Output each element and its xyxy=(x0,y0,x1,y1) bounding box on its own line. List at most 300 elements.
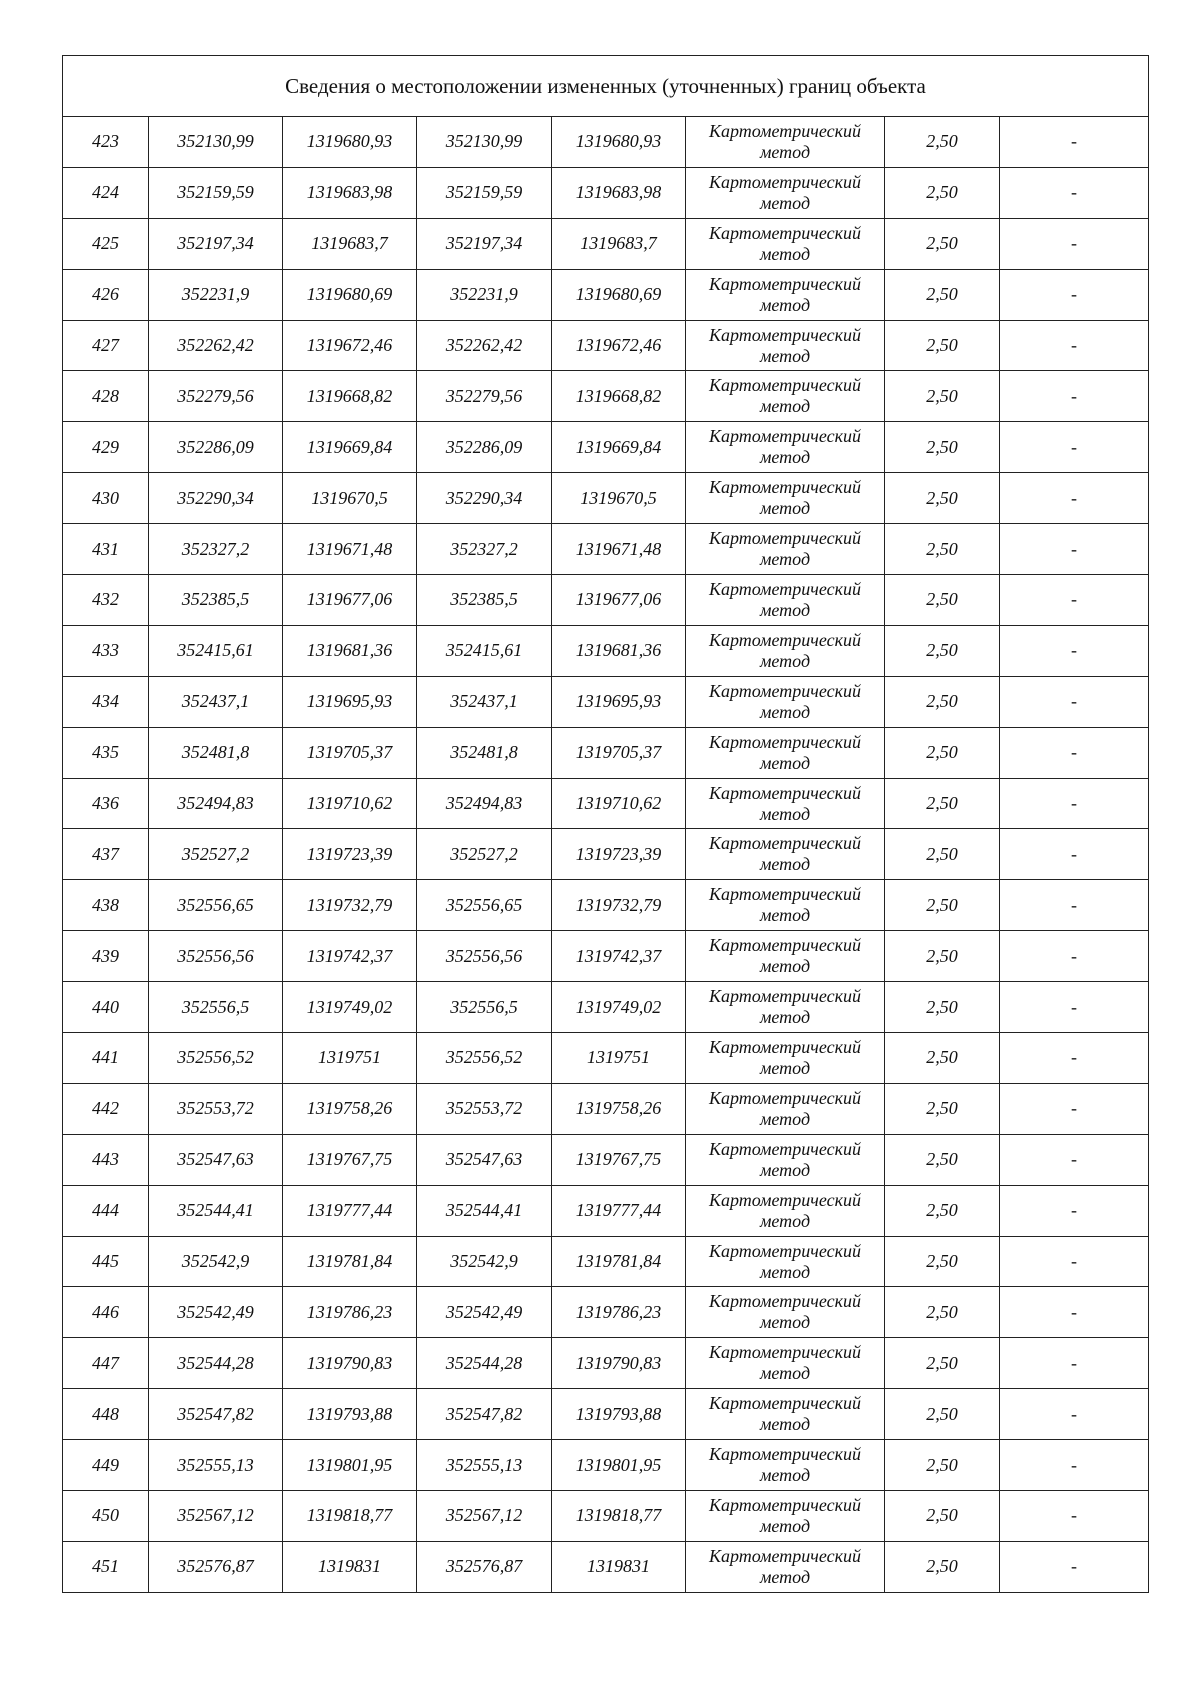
note-cell: - xyxy=(1000,1134,1149,1185)
method-line-1: Картометрический xyxy=(708,1291,861,1312)
method-cell xyxy=(686,1541,885,1592)
existing-x-cell: 352494,83 xyxy=(149,778,283,829)
refined-x-cell: 352262,42 xyxy=(417,320,552,371)
existing-x-cell: 352327,2 xyxy=(149,524,283,575)
method-line-1: Картометрический xyxy=(708,629,861,650)
method-line-1: Картометрический xyxy=(708,578,861,599)
method-line-2: метод xyxy=(759,141,811,162)
existing-y-cell: 1319786,23 xyxy=(283,1287,417,1338)
accuracy-cell: 2,50 xyxy=(885,269,1000,320)
method-line-2: метод xyxy=(759,1057,811,1078)
refined-x-cell: 352327,2 xyxy=(417,524,552,575)
method-line-2: метод xyxy=(759,1566,811,1587)
refined-x-cell: 352231,9 xyxy=(417,269,552,320)
existing-x-cell: 352555,13 xyxy=(149,1440,283,1491)
note-cell: - xyxy=(1000,1338,1149,1389)
refined-y-cell: 1319793,88 xyxy=(552,1389,686,1440)
table-row xyxy=(63,1389,1149,1440)
point-number-cell: 447 xyxy=(63,1338,149,1389)
note-cell: - xyxy=(1000,880,1149,931)
table-row xyxy=(63,167,1149,218)
note-cell: - xyxy=(1000,778,1149,829)
existing-y-cell: 1319831 xyxy=(283,1541,417,1592)
accuracy-cell: 2,50 xyxy=(885,1338,1000,1389)
existing-x-cell: 352556,5 xyxy=(149,982,283,1033)
table-row xyxy=(63,1440,1149,1491)
method-line-1: Картометрический xyxy=(708,731,861,752)
accuracy-cell: 2,50 xyxy=(885,1134,1000,1185)
existing-y-cell: 1319681,36 xyxy=(283,625,417,676)
note-cell: - xyxy=(1000,575,1149,626)
point-number-cell: 445 xyxy=(63,1236,149,1287)
method-cell xyxy=(686,1134,885,1185)
method-line-2: метод xyxy=(759,1312,811,1333)
existing-x-cell: 352290,34 xyxy=(149,473,283,524)
method-line-1: Картометрический xyxy=(708,884,861,905)
table-row xyxy=(63,1541,1149,1592)
refined-y-cell: 1319742,37 xyxy=(552,931,686,982)
refined-y-cell: 1319680,93 xyxy=(552,117,686,168)
note-cell: - xyxy=(1000,167,1149,218)
table-row xyxy=(63,218,1149,269)
point-number-cell: 449 xyxy=(63,1440,149,1491)
method-line-2: метод xyxy=(759,447,811,468)
table-row xyxy=(63,1236,1149,1287)
method-line-2: метод xyxy=(759,1108,811,1129)
point-number-cell: 427 xyxy=(63,320,149,371)
table-row xyxy=(63,524,1149,575)
existing-y-cell: 1319672,46 xyxy=(283,320,417,371)
method-line-1: Картометрический xyxy=(708,986,861,1007)
existing-x-cell: 352231,9 xyxy=(149,269,283,320)
note-cell: - xyxy=(1000,931,1149,982)
refined-x-cell: 352527,2 xyxy=(417,829,552,880)
point-number-cell: 435 xyxy=(63,727,149,778)
existing-x-cell: 352567,12 xyxy=(149,1491,283,1542)
method-line-2: метод xyxy=(759,1261,811,1282)
existing-y-cell: 1319793,88 xyxy=(283,1389,417,1440)
note-cell: - xyxy=(1000,1389,1149,1440)
refined-x-cell: 352544,41 xyxy=(417,1185,552,1236)
table-row xyxy=(63,1491,1149,1542)
note-cell: - xyxy=(1000,1287,1149,1338)
existing-x-cell: 352262,42 xyxy=(149,320,283,371)
method-line-2: метод xyxy=(759,549,811,570)
method-line-2: метод xyxy=(759,498,811,519)
refined-y-cell: 1319668,82 xyxy=(552,371,686,422)
refined-x-cell: 352547,63 xyxy=(417,1134,552,1185)
table-row xyxy=(63,1134,1149,1185)
refined-y-cell: 1319790,83 xyxy=(552,1338,686,1389)
method-line-1: Картометрический xyxy=(708,1189,861,1210)
method-cell xyxy=(686,931,885,982)
refined-x-cell: 352542,9 xyxy=(417,1236,552,1287)
method-line-1: Картометрический xyxy=(708,528,861,549)
method-cell xyxy=(686,727,885,778)
table-row xyxy=(63,269,1149,320)
method-line-2: метод xyxy=(759,1465,811,1486)
method-line-1: Картометрический xyxy=(708,171,861,192)
note-cell: - xyxy=(1000,218,1149,269)
point-number-cell: 437 xyxy=(63,829,149,880)
existing-x-cell: 352481,8 xyxy=(149,727,283,778)
accuracy-cell: 2,50 xyxy=(885,167,1000,218)
refined-y-cell: 1319672,46 xyxy=(552,320,686,371)
note-cell: - xyxy=(1000,422,1149,473)
method-line-2: метод xyxy=(759,854,811,875)
refined-x-cell: 352197,34 xyxy=(417,218,552,269)
point-number-cell: 439 xyxy=(63,931,149,982)
existing-x-cell: 352286,09 xyxy=(149,422,283,473)
accuracy-cell: 2,50 xyxy=(885,778,1000,829)
method-line-1: Картометрический xyxy=(708,426,861,447)
table-row xyxy=(63,778,1149,829)
method-cell xyxy=(686,829,885,880)
accuracy-cell: 2,50 xyxy=(885,880,1000,931)
note-cell: - xyxy=(1000,269,1149,320)
refined-y-cell: 1319710,62 xyxy=(552,778,686,829)
refined-x-cell: 352481,8 xyxy=(417,727,552,778)
method-cell xyxy=(686,1287,885,1338)
existing-y-cell: 1319758,26 xyxy=(283,1083,417,1134)
point-number-cell: 448 xyxy=(63,1389,149,1440)
accuracy-cell: 2,50 xyxy=(885,524,1000,575)
method-line-1: Картометрический xyxy=(708,833,861,854)
method-line-2: метод xyxy=(759,243,811,264)
method-line-2: метод xyxy=(759,396,811,417)
accuracy-cell: 2,50 xyxy=(885,727,1000,778)
accuracy-cell: 2,50 xyxy=(885,422,1000,473)
table-row xyxy=(63,1083,1149,1134)
method-cell xyxy=(686,625,885,676)
table-row xyxy=(63,575,1149,626)
method-line-2: метод xyxy=(759,701,811,722)
existing-y-cell: 1319680,69 xyxy=(283,269,417,320)
table-row xyxy=(63,320,1149,371)
point-number-cell: 438 xyxy=(63,880,149,931)
method-line-2: метод xyxy=(759,1414,811,1435)
existing-y-cell: 1319680,93 xyxy=(283,117,417,168)
refined-x-cell: 352290,34 xyxy=(417,473,552,524)
table-row xyxy=(63,473,1149,524)
method-cell xyxy=(686,320,885,371)
refined-y-cell: 1319705,37 xyxy=(552,727,686,778)
note-cell: - xyxy=(1000,473,1149,524)
method-cell xyxy=(686,1236,885,1287)
accuracy-cell: 2,50 xyxy=(885,1440,1000,1491)
existing-y-cell: 1319790,83 xyxy=(283,1338,417,1389)
table-title: Сведения о местоположении измененных (уточненных) границ объекта xyxy=(63,56,1149,117)
accuracy-cell: 2,50 xyxy=(885,218,1000,269)
method-line-1: Картометрический xyxy=(708,1138,861,1159)
table-row xyxy=(63,829,1149,880)
table-row xyxy=(63,422,1149,473)
refined-x-cell: 352279,56 xyxy=(417,371,552,422)
table-title-row xyxy=(63,56,1149,117)
existing-y-cell: 1319683,7 xyxy=(283,218,417,269)
point-number-cell: 431 xyxy=(63,524,149,575)
method-line-1: Картометрический xyxy=(708,1087,861,1108)
refined-y-cell: 1319777,44 xyxy=(552,1185,686,1236)
method-line-2: метод xyxy=(759,345,811,366)
accuracy-cell: 2,50 xyxy=(885,320,1000,371)
accuracy-cell: 2,50 xyxy=(885,371,1000,422)
note-cell: - xyxy=(1000,982,1149,1033)
method-line-2: метод xyxy=(759,803,811,824)
point-number-cell: 436 xyxy=(63,778,149,829)
point-number-cell: 434 xyxy=(63,676,149,727)
existing-y-cell: 1319705,37 xyxy=(283,727,417,778)
table-row xyxy=(63,1287,1149,1338)
refined-x-cell: 352385,5 xyxy=(417,575,552,626)
method-line-2: метод xyxy=(759,294,811,315)
method-cell xyxy=(686,269,885,320)
accuracy-cell: 2,50 xyxy=(885,1389,1000,1440)
refined-x-cell: 352286,09 xyxy=(417,422,552,473)
method-line-2: метод xyxy=(759,1363,811,1384)
refined-x-cell: 352437,1 xyxy=(417,676,552,727)
accuracy-cell: 2,50 xyxy=(885,625,1000,676)
existing-y-cell: 1319677,06 xyxy=(283,575,417,626)
existing-y-cell: 1319695,93 xyxy=(283,676,417,727)
refined-x-cell: 352494,83 xyxy=(417,778,552,829)
refined-x-cell: 352556,56 xyxy=(417,931,552,982)
refined-x-cell: 352567,12 xyxy=(417,1491,552,1542)
method-line-1: Картометрический xyxy=(708,1036,861,1057)
note-cell: - xyxy=(1000,1440,1149,1491)
existing-x-cell: 352437,1 xyxy=(149,676,283,727)
method-cell xyxy=(686,524,885,575)
method-cell xyxy=(686,371,885,422)
table-row xyxy=(63,676,1149,727)
existing-x-cell: 352159,59 xyxy=(149,167,283,218)
method-line-2: метод xyxy=(759,650,811,671)
accuracy-cell: 2,50 xyxy=(885,575,1000,626)
refined-y-cell: 1319786,23 xyxy=(552,1287,686,1338)
refined-x-cell: 352556,65 xyxy=(417,880,552,931)
accuracy-cell: 2,50 xyxy=(885,982,1000,1033)
existing-x-cell: 352556,56 xyxy=(149,931,283,982)
existing-y-cell: 1319749,02 xyxy=(283,982,417,1033)
existing-y-cell: 1319751 xyxy=(283,1033,417,1084)
method-line-1: Картометрический xyxy=(708,1444,861,1465)
existing-x-cell: 352542,9 xyxy=(149,1236,283,1287)
accuracy-cell: 2,50 xyxy=(885,676,1000,727)
table-row xyxy=(63,880,1149,931)
existing-y-cell: 1319670,5 xyxy=(283,473,417,524)
table-body xyxy=(63,56,1149,1593)
point-number-cell: 424 xyxy=(63,167,149,218)
method-cell xyxy=(686,575,885,626)
method-line-1: Картометрический xyxy=(708,375,861,396)
refined-y-cell: 1319695,93 xyxy=(552,676,686,727)
method-line-2: метод xyxy=(759,599,811,620)
point-number-cell: 423 xyxy=(63,117,149,168)
method-line-1: Картометрический xyxy=(708,1240,861,1261)
method-cell xyxy=(686,1338,885,1389)
point-number-cell: 442 xyxy=(63,1083,149,1134)
method-cell xyxy=(686,676,885,727)
accuracy-cell: 2,50 xyxy=(885,1083,1000,1134)
refined-x-cell: 352547,82 xyxy=(417,1389,552,1440)
method-cell xyxy=(686,422,885,473)
method-line-1: Картометрический xyxy=(708,680,861,701)
refined-y-cell: 1319683,98 xyxy=(552,167,686,218)
refined-x-cell: 352576,87 xyxy=(417,1541,552,1592)
method-cell xyxy=(686,1491,885,1542)
existing-x-cell: 352415,61 xyxy=(149,625,283,676)
accuracy-cell: 2,50 xyxy=(885,1185,1000,1236)
existing-x-cell: 352556,65 xyxy=(149,880,283,931)
refined-x-cell: 352542,49 xyxy=(417,1287,552,1338)
note-cell: - xyxy=(1000,829,1149,880)
point-number-cell: 426 xyxy=(63,269,149,320)
existing-x-cell: 352130,99 xyxy=(149,117,283,168)
table-row xyxy=(63,1185,1149,1236)
point-number-cell: 428 xyxy=(63,371,149,422)
refined-y-cell: 1319681,36 xyxy=(552,625,686,676)
method-line-1: Картометрический xyxy=(708,782,861,803)
accuracy-cell: 2,50 xyxy=(885,117,1000,168)
refined-y-cell: 1319749,02 xyxy=(552,982,686,1033)
refined-y-cell: 1319732,79 xyxy=(552,880,686,931)
existing-x-cell: 352556,52 xyxy=(149,1033,283,1084)
method-line-2: метод xyxy=(759,956,811,977)
point-number-cell: 430 xyxy=(63,473,149,524)
existing-x-cell: 352544,41 xyxy=(149,1185,283,1236)
refined-x-cell: 352553,72 xyxy=(417,1083,552,1134)
refined-y-cell: 1319758,26 xyxy=(552,1083,686,1134)
refined-y-cell: 1319670,5 xyxy=(552,473,686,524)
note-cell: - xyxy=(1000,1033,1149,1084)
table-row xyxy=(63,625,1149,676)
refined-y-cell: 1319781,84 xyxy=(552,1236,686,1287)
refined-x-cell: 352130,99 xyxy=(417,117,552,168)
method-line-1: Картометрический xyxy=(708,273,861,294)
accuracy-cell: 2,50 xyxy=(885,1287,1000,1338)
note-cell: - xyxy=(1000,371,1149,422)
table-row xyxy=(63,727,1149,778)
refined-x-cell: 352415,61 xyxy=(417,625,552,676)
method-line-1: Картометрический xyxy=(708,120,861,141)
accuracy-cell: 2,50 xyxy=(885,1033,1000,1084)
note-cell: - xyxy=(1000,320,1149,371)
refined-x-cell: 352544,28 xyxy=(417,1338,552,1389)
point-number-cell: 425 xyxy=(63,218,149,269)
refined-y-cell: 1319723,39 xyxy=(552,829,686,880)
method-cell xyxy=(686,1389,885,1440)
point-number-cell: 446 xyxy=(63,1287,149,1338)
method-line-1: Картометрический xyxy=(708,1393,861,1414)
boundary-coordinates-table xyxy=(62,55,1149,1593)
method-cell xyxy=(686,117,885,168)
refined-x-cell: 352159,59 xyxy=(417,167,552,218)
existing-y-cell: 1319668,82 xyxy=(283,371,417,422)
note-cell: - xyxy=(1000,727,1149,778)
method-cell xyxy=(686,778,885,829)
method-line-1: Картометрический xyxy=(708,222,861,243)
existing-y-cell: 1319723,39 xyxy=(283,829,417,880)
existing-y-cell: 1319801,95 xyxy=(283,1440,417,1491)
method-line-2: метод xyxy=(759,192,811,213)
refined-y-cell: 1319677,06 xyxy=(552,575,686,626)
method-line-1: Картометрический xyxy=(708,1342,861,1363)
note-cell: - xyxy=(1000,625,1149,676)
existing-x-cell: 352547,82 xyxy=(149,1389,283,1440)
accuracy-cell: 2,50 xyxy=(885,1541,1000,1592)
accuracy-cell: 2,50 xyxy=(885,473,1000,524)
table-row xyxy=(63,931,1149,982)
existing-y-cell: 1319767,75 xyxy=(283,1134,417,1185)
method-line-1: Картометрический xyxy=(708,1494,861,1515)
point-number-cell: 443 xyxy=(63,1134,149,1185)
note-cell: - xyxy=(1000,676,1149,727)
existing-y-cell: 1319818,77 xyxy=(283,1491,417,1542)
point-number-cell: 441 xyxy=(63,1033,149,1084)
method-line-1: Картометрический xyxy=(708,1545,861,1566)
point-number-cell: 429 xyxy=(63,422,149,473)
accuracy-cell: 2,50 xyxy=(885,829,1000,880)
point-number-cell: 451 xyxy=(63,1541,149,1592)
note-cell: - xyxy=(1000,1236,1149,1287)
point-number-cell: 432 xyxy=(63,575,149,626)
refined-x-cell: 352556,5 xyxy=(417,982,552,1033)
note-cell: - xyxy=(1000,1491,1149,1542)
refined-x-cell: 352556,52 xyxy=(417,1033,552,1084)
existing-x-cell: 352279,56 xyxy=(149,371,283,422)
point-number-cell: 444 xyxy=(63,1185,149,1236)
method-cell xyxy=(686,1033,885,1084)
note-cell: - xyxy=(1000,1185,1149,1236)
refined-y-cell: 1319680,69 xyxy=(552,269,686,320)
existing-y-cell: 1319777,44 xyxy=(283,1185,417,1236)
point-number-cell: 450 xyxy=(63,1491,149,1542)
method-cell xyxy=(686,1083,885,1134)
existing-y-cell: 1319710,62 xyxy=(283,778,417,829)
refined-y-cell: 1319801,95 xyxy=(552,1440,686,1491)
method-line-1: Картометрический xyxy=(708,324,861,345)
method-cell xyxy=(686,218,885,269)
table-row xyxy=(63,1033,1149,1084)
method-line-2: метод xyxy=(759,1159,811,1180)
existing-x-cell: 352547,63 xyxy=(149,1134,283,1185)
note-cell: - xyxy=(1000,1083,1149,1134)
existing-y-cell: 1319669,84 xyxy=(283,422,417,473)
method-line-2: метод xyxy=(759,1210,811,1231)
method-line-2: метод xyxy=(759,905,811,926)
refined-x-cell: 352555,13 xyxy=(417,1440,552,1491)
existing-x-cell: 352197,34 xyxy=(149,218,283,269)
table-row xyxy=(63,982,1149,1033)
existing-y-cell: 1319671,48 xyxy=(283,524,417,575)
method-line-1: Картометрический xyxy=(708,477,861,498)
existing-y-cell: 1319683,98 xyxy=(283,167,417,218)
existing-x-cell: 352576,87 xyxy=(149,1541,283,1592)
refined-y-cell: 1319818,77 xyxy=(552,1491,686,1542)
refined-y-cell: 1319767,75 xyxy=(552,1134,686,1185)
refined-y-cell: 1319751 xyxy=(552,1033,686,1084)
existing-y-cell: 1319781,84 xyxy=(283,1236,417,1287)
method-cell xyxy=(686,1440,885,1491)
method-cell xyxy=(686,1185,885,1236)
table-row xyxy=(63,1338,1149,1389)
accuracy-cell: 2,50 xyxy=(885,931,1000,982)
refined-y-cell: 1319683,7 xyxy=(552,218,686,269)
point-number-cell: 433 xyxy=(63,625,149,676)
note-cell: - xyxy=(1000,117,1149,168)
refined-y-cell: 1319831 xyxy=(552,1541,686,1592)
existing-x-cell: 352385,5 xyxy=(149,575,283,626)
